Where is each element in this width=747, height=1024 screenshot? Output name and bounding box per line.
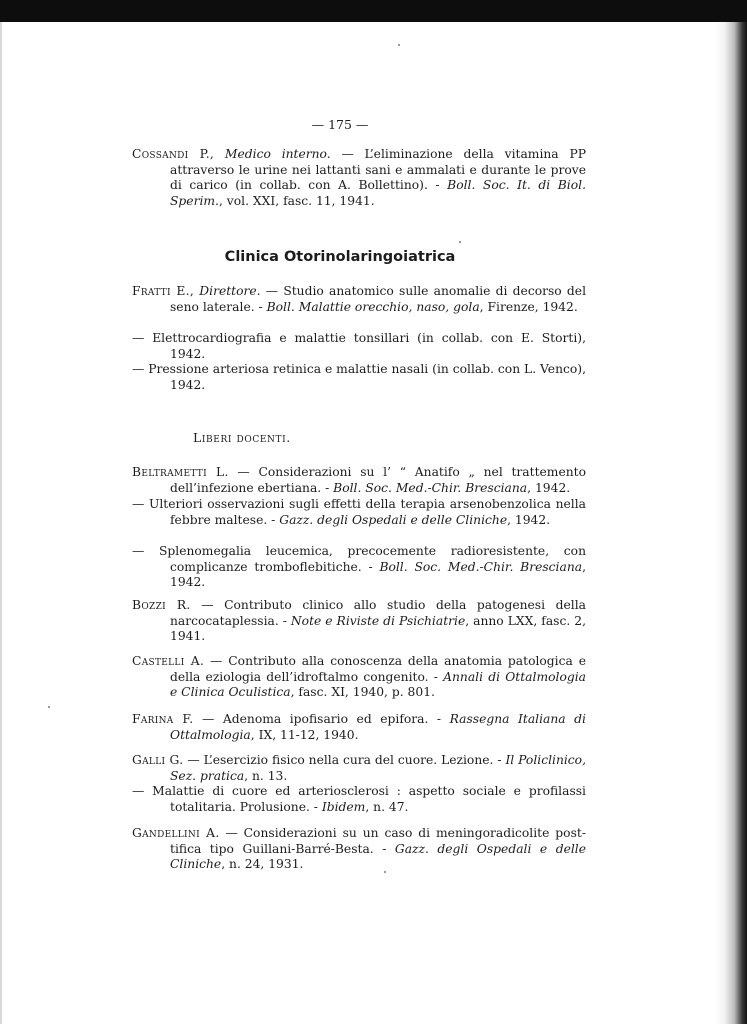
journal-name: Boll. Soc. It. di Biol. Sperim. [170, 178, 586, 208]
journal-name: Rassegna Italiana di Ottalmologia [170, 712, 586, 742]
scan-speck [384, 871, 386, 873]
page-number: — 175 — [311, 117, 369, 132]
author-name: Bozzi R. [132, 598, 191, 612]
entry-bozzi [132, 598, 586, 645]
entry-tail: , n. 24, 1931. [221, 857, 304, 872]
author-role: Direttore. [199, 284, 261, 298]
entry-text: — L’eliminazione della vitamina PP attraverso le urine nei lattanti sani e ammalati e durante le prove di carico (in collab. con A. Bollettino). - [170, 147, 586, 193]
entry-castelli [132, 654, 586, 701]
journal-name: Note e Riviste di Psichiatrie [290, 613, 466, 628]
author-role: Medico interno. [224, 147, 331, 161]
entry-tail: , n. 47. [365, 799, 409, 814]
journal-name: Boll. Malattie orecchio, naso, gola [266, 299, 480, 314]
entry-text: — Studio anatomico sulle anomalie di decorso del seno laterale. - [170, 284, 586, 314]
entry-text: — Elettrocardiografia e malattie tonsillari (in collab. con E. Storti), 1942. [132, 331, 586, 361]
entry-text: — Contributo alla conoscenza della anatomia patologica e della eziologia dell’idroftalmo congenito. - [170, 654, 587, 684]
entry-text: — Ulteriori osservazioni sugli effetti della terapia arsenobenzolica nella febbre maltese. - [132, 497, 586, 527]
journal-name: Il Policlinico, Sez. pratica [170, 753, 586, 783]
entry-gandellini [132, 826, 586, 873]
author-name: Cossandi P., [132, 147, 215, 161]
entry-text: — Splenomegalia leucemica, precocemente radioresistente, con complicanze tromboflebitiche. - [132, 544, 586, 574]
entry-tail: , 1942. [170, 559, 586, 590]
entry-fratti [132, 284, 586, 315]
entry-tail: , vol. XXI, fasc. 11, 1941. [218, 193, 375, 208]
entry-fratti-2 [132, 331, 586, 362]
entry-beltrametti [132, 465, 586, 496]
entry-tail: , 1942. [507, 512, 551, 527]
journal-name: Gazz. degli Ospedali e delle Cliniche [279, 512, 508, 527]
author-name: Galli G. [132, 753, 184, 767]
entry-beltrametti-2 [132, 497, 586, 528]
entry-text: — Contributo clinico allo studio della patogenesi della narcocataplessia. - [170, 598, 586, 628]
subheading: Liberi docenti. [193, 430, 291, 445]
entry-galli-2 [132, 784, 586, 815]
journal-name: Boll. Soc. Med.-Chir. Bresciana [379, 559, 583, 574]
section-heading: Clinica Otorinolaringoiatrica [224, 249, 456, 265]
entry-beltrametti-3 [132, 544, 586, 591]
journal-name: Ibidem [321, 799, 366, 814]
author-name: Farina F. [132, 712, 194, 726]
journal-name: Boll. Soc. Med.-Chir. Bresciana [333, 480, 528, 495]
scan-speck [459, 241, 461, 243]
entry-galli [132, 753, 586, 784]
entry-tail: , IX, 11-12, 1940. [250, 727, 359, 742]
entry-tail: , anno LXX, fasc. 2, 1941. [170, 613, 586, 644]
entry-text: — Considerazioni su un caso di meningoradicolite post-tifica tipo Guillani-Barré-Besta. - [170, 826, 586, 856]
journal-name: Gazz. degli Ospedali e delle Cliniche [170, 841, 586, 872]
entry-text: — Adenoma ipofisario ed epifora. - [193, 712, 450, 726]
journal-name: Annali di Ottalmologia e Clinica Oculistica [170, 669, 586, 700]
author-name: Castelli A. [132, 654, 205, 668]
scan-speck [48, 706, 50, 708]
author-name: Beltrametti L. [132, 465, 229, 479]
entry-tail: , n. 13. [244, 768, 288, 783]
entry-farina [132, 712, 586, 743]
scan-speck [398, 44, 400, 46]
entry-text: — L’esercizio fisico nella cura del cuore. Lezione. - [183, 753, 506, 767]
entry-text: — Pressione arteriosa retinica e malattie nasali (in collab. con L. Venco), 1942. [132, 362, 586, 392]
entry-cossandi [132, 147, 586, 209]
entry-tail: , fasc. XI, 1940, p. 801. [290, 685, 435, 700]
author-name: Fratti E., [132, 284, 195, 298]
entry-text: — Malattie di cuore ed arteriosclerosi : aspetto sociale e profilassi totalitaria. Prolusione. - [132, 784, 586, 814]
author-name: Gandellini A. [132, 826, 220, 840]
entry-text: — Considerazioni su l’ “ Anatifo „ nel trattemento dell’infezione ebertiana. - [170, 465, 587, 495]
entry-tail: , 1942. [527, 480, 571, 495]
entry-tail: , Firenze, 1942. [479, 299, 578, 314]
entry-fratti-3 [132, 362, 586, 393]
